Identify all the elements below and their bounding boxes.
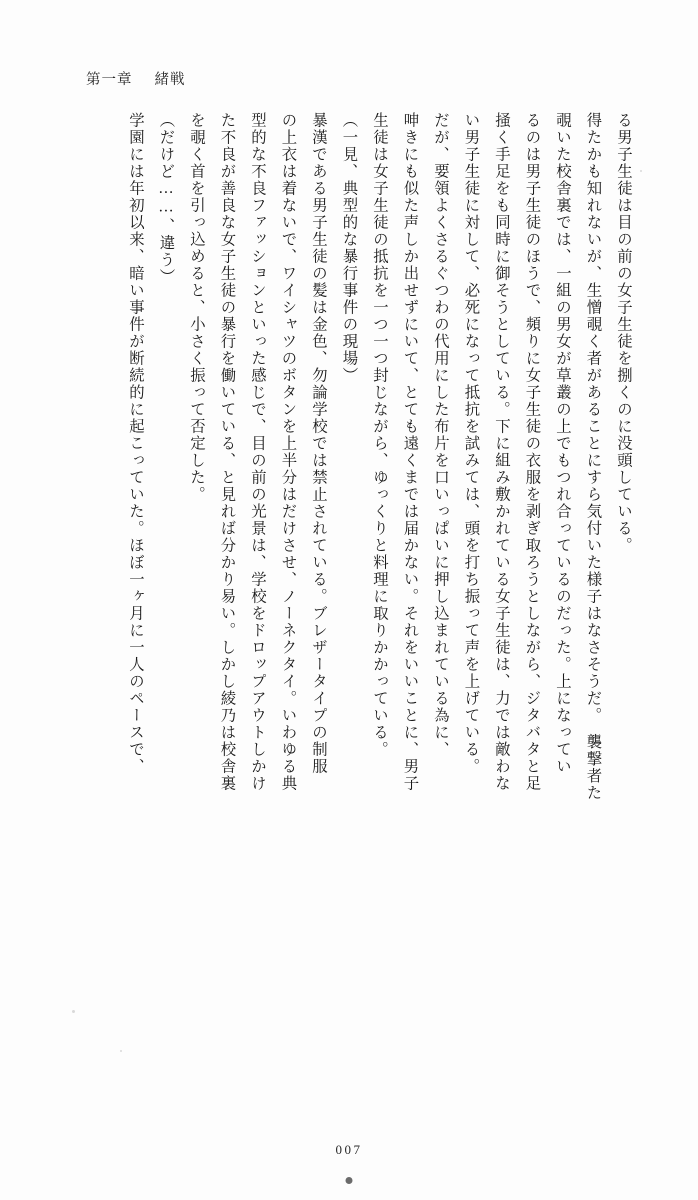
running-head [86, 68, 186, 89]
chapter-number: 第一章 [86, 72, 133, 88]
paragraph-line: 掻く手足をも同時に御そうとしている。下に組み敷かれている女子生徒は、力では敵わな [493, 112, 510, 792]
paper-speck [120, 1050, 122, 1052]
paragraph-line: 暴漢である男子生徒の髪は金色、勿論学校では禁止されている。ブレザータイプの制服 [310, 112, 327, 775]
paragraph-line: る男子生徒は目の前の女子生徒を捌くのに没頭している。 [615, 112, 632, 554]
paragraph-line: 覗いた校舎裏では、一組の男女が草叢の上でもつれ合っているのだった。上になってい [554, 112, 571, 775]
paragraph-line: るのは男子生徒のほうで、頻りに女子生徒の衣服を剥ぎ取ろうとしながら、ジタバタと足 [523, 112, 541, 792]
paragraph-line: （だけど……、違う） [157, 112, 175, 286]
paragraph-line: （一見、典型的な暴行事件の現場） [340, 112, 358, 384]
paragraph-line: 得たかも知れないが、生憎覗く者があることにすら気付いた様子はなさそうだ。 襲撃者た [584, 112, 602, 802]
paragraph-line: 型的な不良ファッションといった感じで、目の前の光景は、学校をドロップアウトしかけ [249, 112, 266, 792]
paragraph-line: 学園には年初以来、暗い事件が断続的に起こっていた。ほぼ一ヶ月に一人のペースで、 [127, 112, 144, 775]
paragraph-line: い男子生徒に対して、必死になって抵抗を試みては、頭を打ち振って声を上げている。 [462, 112, 480, 775]
body-text [78, 112, 638, 1012]
page-mark-dot [346, 1177, 353, 1184]
paragraph-line: 生徒は女子生徒の抵抗を一つ一つ封じながら、ゆっくりと料理に取りかかっている。 [371, 112, 388, 758]
paragraph-line: を覗く首を引っ込めると、小さく振って否定した。 [188, 112, 205, 503]
paragraph-line: 呻きにも似た声しか出せずにいて、とても遠くまでは届かない。それをいいことに、男子 [401, 112, 419, 792]
chapter-title: 緒戦 [154, 72, 186, 88]
paragraph-line: た不良が善良な女子生徒の暴行を働いている、と見れば分かり易い。しかし綾乃は校舎裏 [218, 112, 236, 792]
paper-speck [640, 170, 642, 172]
paragraph-line: だが、要領よくさるぐつわの代用にした布片を口いっぱいに押し込まれている為に、 [432, 112, 449, 758]
paper-speck [72, 1010, 75, 1013]
paragraph-line: の上衣は着ないで、ワイシャツのボタンを上半分はだけさせ、ノーネクタイ。いわゆる典 [279, 112, 297, 792]
page-number: 007 [335, 1142, 363, 1157]
